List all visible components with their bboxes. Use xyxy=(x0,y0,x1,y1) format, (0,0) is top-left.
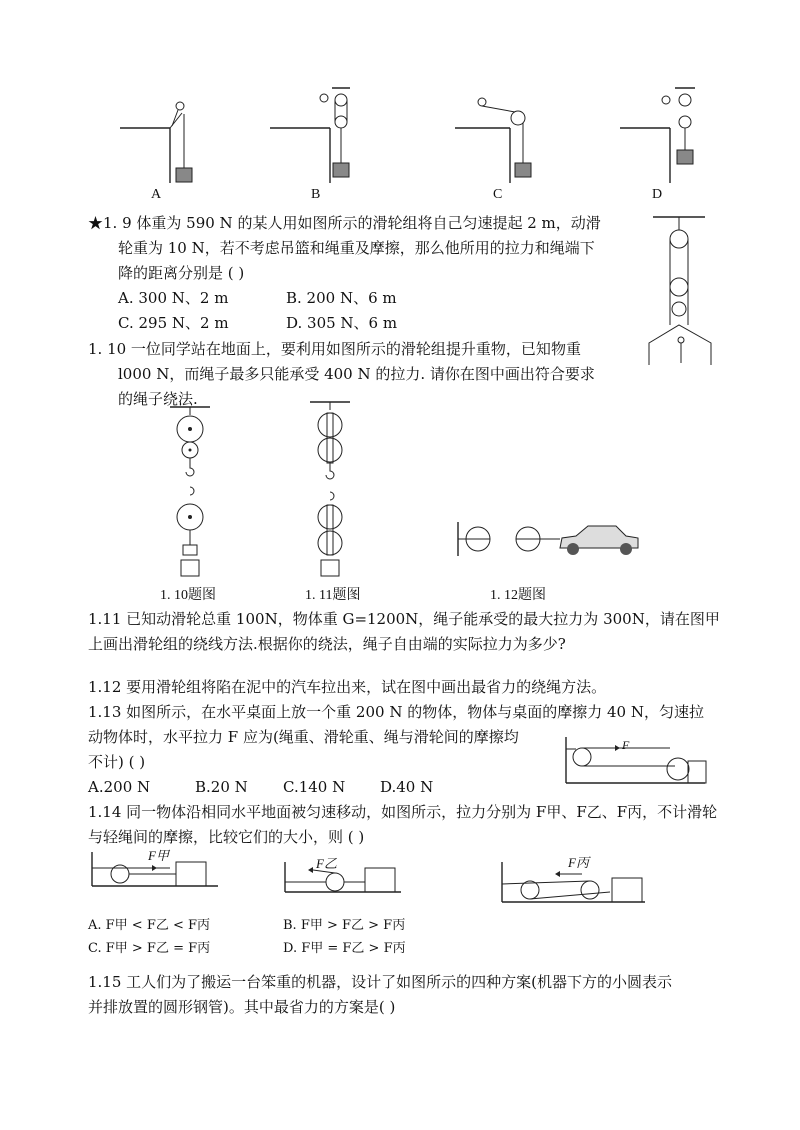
figure-label-c: C xyxy=(493,187,503,202)
q1-14-label-yi: F乙 xyxy=(316,856,337,871)
q1-13-force-label: F xyxy=(622,738,630,752)
q1-10-line2: l000 N，而绳子最多只能承受 400 N 的拉力. 请你在图中画出符合要求 xyxy=(118,365,595,383)
figure-label-a: A xyxy=(151,187,162,202)
q1-14-label-bing: F丙 xyxy=(568,855,589,870)
figure-label-d: D xyxy=(652,187,663,202)
q1-9-option-c: C. 295 N、2 m xyxy=(118,314,229,332)
q1-14-option-b: B. F甲 > F乙 > F丙 xyxy=(283,918,406,933)
q1-13-option-c: C.140 N xyxy=(283,778,346,796)
q1-15-line1: 1.15 工人们为了搬运一台笨重的机器，设计了如图所示的四种方案(机器下方的小圆表示 xyxy=(88,973,673,991)
q1-11-line2: 上画出滑轮组的绕线方法.根据你的绕法，绳子自由端的实际拉力为多少? xyxy=(88,635,566,653)
q1-9-option-d: D. 305 N、6 m xyxy=(286,314,398,332)
q1-13-option-d: D.40 N xyxy=(380,778,434,796)
caption-q1-12: 1. 12题图 xyxy=(490,588,546,603)
figure-d xyxy=(620,88,695,183)
figure-a xyxy=(120,102,192,183)
figure-q1-11 xyxy=(305,400,360,580)
q1-10-line1: 1. 10 一位同学站在地面上，要利用如图所示的滑轮组提升重物，已知物重 xyxy=(88,340,581,358)
q1-14-line2: 与轻绳间的摩擦，比较它们的大小，则 ( ) xyxy=(88,828,365,846)
figure-q1-13 xyxy=(560,735,710,787)
figure-c xyxy=(455,98,531,183)
q1-14-label-jia: F甲 xyxy=(148,848,169,863)
q1-14-option-d: D. F甲 = F乙 > F丙 xyxy=(283,941,406,956)
q1-13-line2: 动物体时，水平拉力 F 应为(绳重、滑轮重、绳与滑轮间的摩擦均 xyxy=(88,728,519,746)
figure-q1-12 xyxy=(448,520,648,565)
caption-q1-11: 1. 11题图 xyxy=(305,588,361,603)
q1-13-line1: 1.13 如图所示，在水平桌面上放一个重 200 N 的物体，物体与桌面的摩擦力 40 N，匀速拉 xyxy=(88,703,704,721)
q1-10-line3: 的绳子绕法. xyxy=(118,390,198,408)
caption-q1-10: 1. 10题图 xyxy=(160,588,216,603)
q1-9-option-b: B. 200 N、6 m xyxy=(286,289,397,307)
q1-12-text: 1.12 要用滑轮组将陷在泥中的汽车拉出来，试在图中画出最省力的绕绳方法。 xyxy=(88,678,607,696)
q1-9-line3: 降的距离分别是 ( ) xyxy=(118,264,245,282)
q1-9-option-a: A. 300 N、2 m xyxy=(118,289,229,307)
q1-14-option-c: C. F甲 > F乙 = F丙 xyxy=(88,941,211,956)
q1-9-line2: 轮重为 10 N，若不考虑吊篮和绳重及摩擦，那么他所用的拉力和绳端下 xyxy=(118,239,595,257)
q1-11-line1: 1.11 已知动滑轮总重 100N，物体重 G=1200N，绳子能承受的最大拉力为 300N，请在图甲 xyxy=(88,610,720,628)
q1-15-line2: 并排放置的圆形钢管)。其中最省力的方案是( ) xyxy=(88,998,396,1016)
figure-options-abcd xyxy=(110,88,710,188)
q1-13-line3: 不计) ( ) xyxy=(88,753,146,771)
q1-9-line1: ★1. 9 体重为 590 N 的某人用如图所示的滑轮组将自己匀速提起 2 m，动滑 xyxy=(88,214,601,232)
figure-label-b: B xyxy=(311,187,321,202)
q1-13-option-b: B.20 N xyxy=(195,778,248,796)
figure-q1-9-basket xyxy=(645,215,720,370)
figure-b xyxy=(270,88,350,183)
q1-14-line1: 1.14 同一物体沿相同水平地面被匀速移动，如图所示，拉力分别为 F甲、F乙、F丙，不计滑轮 xyxy=(88,803,718,821)
figure-q1-14-yi xyxy=(283,860,403,895)
q1-14-option-a: A. F甲 < F乙 < F丙 xyxy=(88,918,211,933)
figure-q1-10 xyxy=(165,405,220,580)
q1-13-option-a: A.200 N xyxy=(88,778,151,796)
